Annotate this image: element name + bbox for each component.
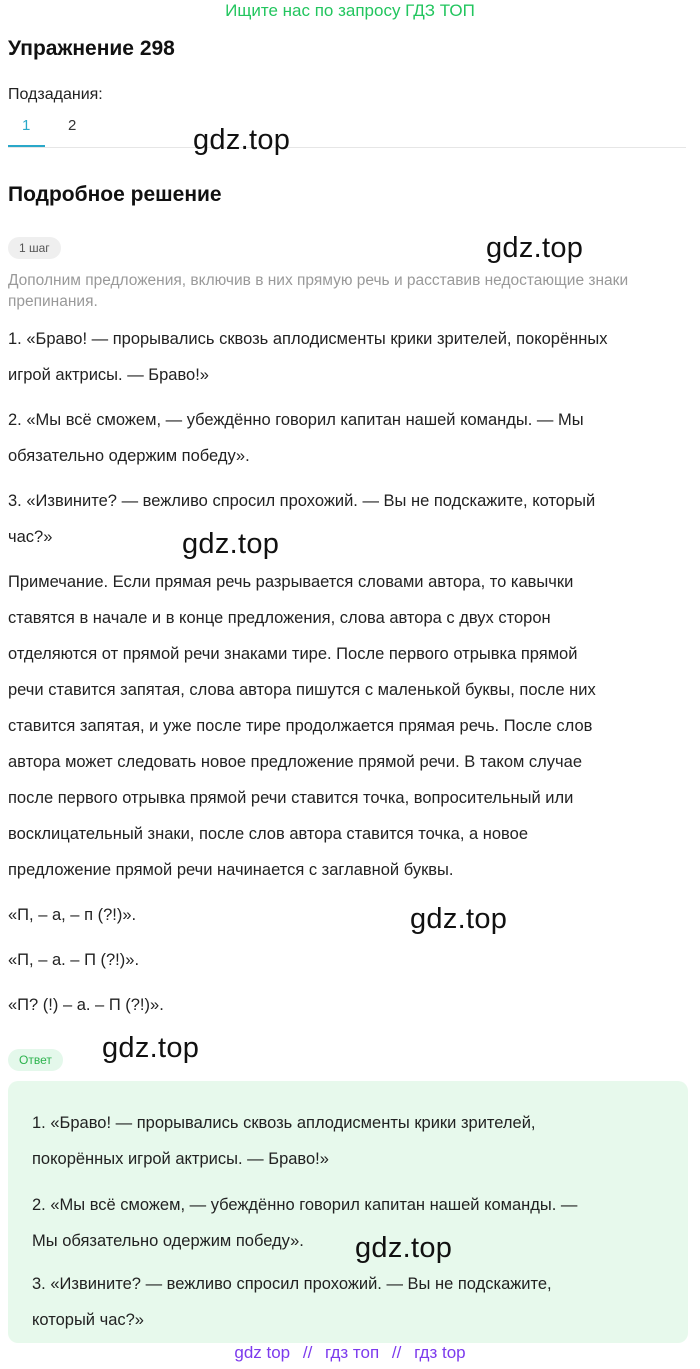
answer-badge: Ответ [8, 1049, 63, 1071]
page-title: Упражнение 298 [8, 37, 175, 60]
solution-item-3 [8, 483, 688, 555]
note-line: автора может следовать новое предложение прямой речи. В таком случае [8, 753, 582, 771]
note-paragraph [8, 564, 688, 888]
solution-item-2 [8, 402, 688, 474]
scheme-3: «П? (!) – а. – П (?!)». [8, 996, 164, 1014]
answer-item-line: Мы обязательно одержим победу». [32, 1232, 304, 1250]
watermark: gdz.top [193, 124, 291, 156]
answer-item-line: покорённых игрой актрисы. — Браво!» [32, 1150, 329, 1168]
note-line: ставятся в начале и в конце предложения, слова автора с двух сторон [8, 609, 551, 627]
tab-subtask-2[interactable]: 2 [68, 117, 77, 134]
answer-item-line: 2. «Мы всё сможем, — убеждённо говорил капитан нашей команды. — [32, 1196, 578, 1214]
note-line: восклицательный знаки, после слов автора ставится точка, а новое [8, 825, 528, 843]
solution-item-line: игрой актрисы. — Браво!» [8, 366, 209, 384]
watermark: gdz.top [486, 232, 584, 264]
tab-subtask-1[interactable]: 1 [22, 117, 31, 134]
watermark: gdz.top [102, 1032, 200, 1064]
footer-separator: // [391, 1343, 402, 1362]
tabs-divider [8, 147, 686, 148]
answer-item-line: 3. «Извините? — вежливо спросил прохожий. — Вы не подскажите, [32, 1275, 552, 1293]
note-line: предложение прямой речи начинается с заглавной буквы. [8, 861, 454, 879]
solution-item-line: 2. «Мы всё сможем, — убеждённо говорил капитан нашей команды. — Мы [8, 411, 584, 429]
watermark: gdz.top [410, 903, 508, 935]
note-line: Примечание. Если прямая речь разрывается словами автора, то кавычки [8, 573, 574, 591]
answer-item-line: 1. «Браво! — прорывались сквозь аплодисменты крики зрителей, [32, 1114, 536, 1132]
scheme-2: «П, – а. – П (?!)». [8, 951, 140, 969]
top-banner-link[interactable]: Ищите нас по запросу ГДЗ ТОП [225, 1, 475, 20]
scheme-1: «П, – а, – п (?!)». [8, 906, 137, 924]
answer-item-2 [32, 1187, 672, 1259]
solution-item-line: 1. «Браво! — прорывались сквозь аплодисменты крики зрителей, покорённых [8, 330, 608, 348]
intro-text: Дополним предложения, включив в них прямую речь и расставив недостающие знаки препинания. [8, 272, 629, 310]
answer-item-3 [32, 1266, 672, 1338]
footer-link-gdz-top[interactable]: gdz top [234, 1343, 291, 1362]
solution-item-line: обязательно одержим победу». [8, 447, 250, 465]
subtasks-label: Подзадания: [8, 86, 103, 103]
footer-link-gdz-top-ru[interactable]: гдз топ [325, 1343, 380, 1362]
note-line: отделяются от прямой речи знаками тире. После первого отрывка прямой [8, 645, 578, 663]
solution-item-line: 3. «Извините? — вежливо спросил прохожий. — Вы не подскажите, который [8, 492, 596, 510]
step-badge: 1 шаг [8, 237, 61, 259]
solution-item-line: час?» [8, 528, 53, 546]
note-line: речи ставится запятая, слова автора пишутся с маленькой буквы, после них [8, 681, 596, 699]
answer-item-line: который час?» [32, 1311, 144, 1329]
solution-item-1 [8, 321, 688, 393]
note-line: ставится запятая, и уже после тире продолжается прямая речь. После слов [8, 717, 593, 735]
watermark: gdz.top [355, 1232, 453, 1264]
watermark: gdz.top [182, 528, 280, 560]
footer-links [0, 1343, 700, 1363]
answer-item-1 [32, 1105, 672, 1177]
solution-heading: Подробное решение [8, 183, 222, 206]
footer-link-gdz-top-mixed[interactable]: гдз top [414, 1343, 466, 1362]
footer-separator: // [302, 1343, 313, 1362]
note-line: после первого отрывка прямой речи ставится точка, вопросительный или [8, 789, 574, 807]
